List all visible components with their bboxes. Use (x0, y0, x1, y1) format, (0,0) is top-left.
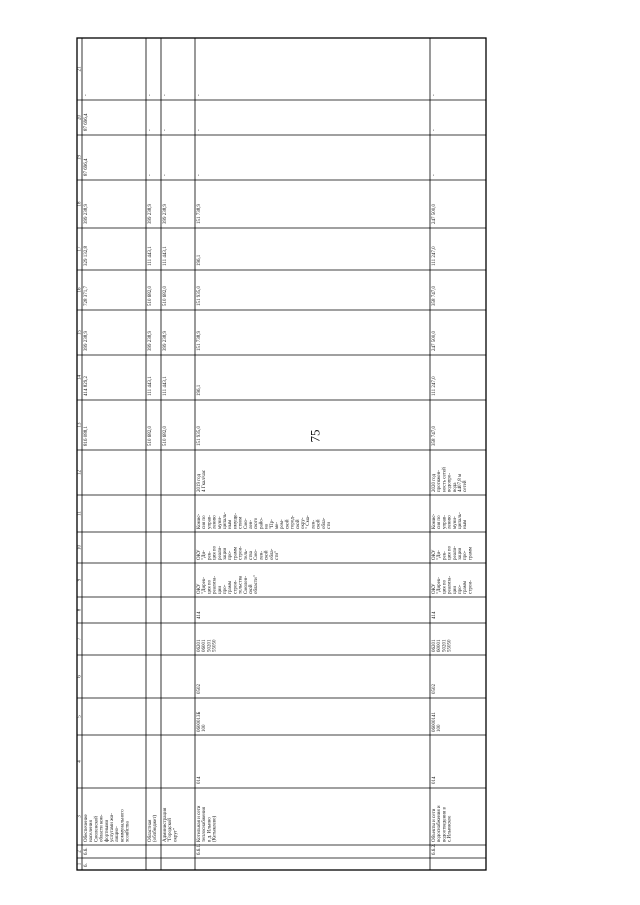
column-number-14: 14 (77, 375, 83, 380)
cell-c13-row3 (163, 426, 168, 447)
cell-line: - (197, 129, 202, 131)
cell-c6-row5 (432, 684, 437, 695)
cell-line: - (163, 174, 168, 176)
cell-line: ства (249, 551, 254, 560)
cell-line: ОКУ (432, 549, 437, 560)
cell-line: 111 443,1 (163, 246, 168, 266)
cell-c11-row5 (432, 512, 468, 529)
cell-c10-row5 (432, 545, 473, 560)
cell-line: 816 088,1 (84, 426, 89, 446)
cell-line: сия по (202, 515, 208, 529)
cell-c17-row2 (148, 246, 153, 266)
cell-line: " Сма- (306, 515, 312, 529)
cell-line: ской (316, 519, 322, 529)
cell-c20-row2 (148, 129, 153, 131)
cell-line: "Ди- (202, 550, 208, 560)
cell-line: - (432, 129, 437, 131)
column-number-9: 9 (77, 578, 83, 582)
cell-line: Комис- (432, 513, 437, 529)
cell-line: ции (452, 585, 458, 594)
cell-line: муни- (217, 516, 223, 529)
cell-line: обла- (269, 548, 275, 560)
cell-line: 2020 год (432, 473, 437, 492)
cell-line: ской (285, 519, 291, 529)
cell-line: Администрация (163, 807, 168, 842)
cell-line: строи- (238, 546, 244, 560)
cell-c1-row1 (84, 863, 89, 867)
cell-line: 014 (432, 776, 437, 784)
cell-c14-row2 (148, 376, 153, 396)
cell-c16-row1 (84, 286, 89, 307)
cell-line: рек- (207, 551, 213, 560)
cell-line: ской (264, 550, 270, 560)
cell-line: 414 829,2 (84, 376, 89, 396)
cell-line: 60001 (437, 639, 443, 652)
cell-line: Смоленской (94, 816, 100, 842)
cell-line: зации (458, 547, 463, 560)
cell-line: "Дирек- (437, 577, 443, 594)
cell-line: тель- (243, 549, 249, 560)
cell-line: - (148, 129, 153, 131)
cell-c19-row1 (84, 158, 89, 176)
cell-line: муни- (452, 516, 458, 529)
cell-line: ской (249, 584, 254, 594)
cell-c2-row5 (432, 844, 437, 855)
cell-line: ством (238, 516, 244, 529)
cell-line: ского (254, 517, 260, 529)
column-number-10: 10 (77, 545, 83, 550)
cell-line: ность сетей (442, 467, 448, 492)
cell-line: теплоснабжения (202, 807, 208, 842)
cell-c15-row4 (197, 331, 202, 352)
cell-line: лищно- (115, 826, 121, 842)
cell-line: 414 (197, 611, 202, 619)
cell-line: "Ди- (437, 550, 443, 560)
cell-line: 414 (432, 611, 437, 619)
cell-c9-row4 (197, 575, 259, 594)
cell-line: 6. (84, 863, 89, 867)
cell-line: ОКУ (197, 549, 202, 560)
cell-c20-row4 (197, 129, 202, 131)
cell-line: 6.6.1. (197, 843, 202, 855)
cell-line: 399 238,9 (84, 204, 89, 224)
cell-line: (Кетыклево) (212, 815, 218, 842)
cell-c3-row1 (84, 809, 131, 842)
cell-line: 111 247,0 (432, 376, 437, 396)
cell-c11-row4 (197, 512, 332, 529)
cell-c14-row4 (197, 384, 202, 396)
cell-line: сти (327, 521, 332, 529)
cell-line: ме- (275, 521, 280, 529)
cell-line: 55050 (212, 639, 218, 652)
cell-line: про- (228, 550, 234, 560)
column-number-17: 17 (77, 246, 83, 252)
cell-c13-row5 (432, 426, 437, 447)
cell-c3-row2 (148, 815, 158, 842)
cell-c16-row5 (432, 286, 437, 307)
cell-line: грамм (463, 580, 469, 594)
cell-line: 06001 (202, 639, 208, 652)
cell-c5-row4 (197, 712, 207, 733)
cell-line: 510 682,0 (148, 286, 153, 306)
cell-line: 111 443,1 (148, 376, 153, 396)
cell-line: - (197, 174, 202, 176)
cell-c5-row5 (432, 712, 442, 733)
cell-line: ным (228, 519, 234, 529)
column-number-11: 11 (77, 511, 83, 516)
cell-line: "Дирек- (202, 577, 208, 594)
cell-line: области ком- (99, 814, 105, 842)
cell-line: 6.6. (84, 847, 89, 855)
cell-line: области" (254, 575, 260, 594)
cell-c14-row5 (432, 376, 437, 396)
column-number-13: 13 (77, 422, 83, 428)
cell-line: водоотведения в (442, 807, 448, 842)
cell-line: - (84, 94, 89, 96)
cell-line: 06000141 (432, 712, 437, 732)
cell-line: 247 500,0 (432, 204, 437, 224)
cell-line: 151 935,0 (197, 426, 202, 446)
cell-c16-row4 (197, 286, 202, 307)
cell-c16-row2 (148, 286, 153, 307)
column-number-20: 20 (77, 115, 83, 120)
cell-line: сия по (437, 515, 443, 529)
cell-line: про- (458, 584, 463, 594)
cell-line: сти" (275, 550, 280, 560)
cell-line: 06201 (197, 639, 202, 652)
cell-line: лению (212, 515, 218, 529)
column-number-8: 8 (77, 608, 83, 612)
cell-c20-row5 (432, 129, 437, 131)
cell-line: населения (89, 820, 95, 842)
cell-line: 510 682,0 (163, 426, 168, 446)
cell-line: окру- (301, 517, 306, 529)
column-number-12: 12 (77, 470, 83, 475)
cell-line: реали- (217, 546, 223, 560)
cell-c21-row2 (148, 94, 153, 96)
cell-c10-row4 (197, 545, 280, 560)
cell-line: 151 738,9 (197, 331, 202, 351)
cell-line: ция по (442, 579, 448, 594)
cell-c18-row3 (163, 204, 168, 225)
cell-line: (облбюджет) (153, 814, 159, 842)
cell-line: про- (463, 550, 469, 560)
cell-line: управ- (442, 515, 448, 529)
cell-line: 358 747,0 (432, 426, 437, 446)
cell-c16-row3 (163, 286, 168, 307)
cell-line: 510 682,0 (148, 426, 153, 446)
cell-line: 399 238,9 (84, 331, 89, 351)
cell-line: ципаль- (223, 512, 228, 529)
cell-line: ции (217, 585, 223, 594)
cell-line: зации (223, 547, 228, 560)
cell-line: ской (295, 519, 301, 529)
cell-line: 111 247,0 (432, 246, 437, 266)
cell-line: Комис- (197, 513, 202, 529)
cell-line: - (148, 94, 153, 96)
cell-line: в д. Ильино (207, 817, 213, 842)
cell-c4-row5 (432, 776, 437, 784)
cell-line: сетей (463, 480, 469, 492)
column-number-16: 16 (77, 287, 83, 293)
cell-line: лен- (259, 550, 265, 560)
cell-line: на (264, 524, 270, 529)
cell-line: 0502 (197, 684, 202, 694)
cell-c7-row5 (432, 639, 453, 652)
cell-c3-row5 (432, 805, 453, 842)
column-number-2: 2 (77, 850, 83, 853)
cell-line: - (197, 94, 202, 96)
page-number: 75 (307, 429, 323, 443)
column-number-7: 7 (77, 637, 83, 641)
column-number-4: 4 (77, 760, 83, 763)
table-border (77, 38, 486, 870)
cell-line: 247 500,0 (432, 331, 437, 351)
cell-line: ным (463, 519, 469, 529)
cell-line: - (432, 174, 437, 176)
cell-line: 014 (197, 776, 202, 784)
cell-c21-row4 (197, 94, 202, 96)
cell-line: ром- (280, 519, 286, 529)
cell-line: 0600013Б (197, 711, 202, 732)
cell-c15-row5 (432, 331, 437, 352)
cell-line: 358 747,0 (432, 286, 437, 306)
cell-line: 151 935,0 (197, 286, 202, 306)
cell-c18-row5 (432, 204, 437, 225)
cell-line: Смо- (243, 518, 249, 529)
cell-line: Смолен- (243, 576, 249, 594)
cell-c20-row1 (84, 113, 89, 131)
cell-c17-row3 (163, 246, 168, 266)
cell-c7-row4 (197, 639, 218, 652)
cell-line: вода (452, 482, 458, 492)
cell-line: фортными (104, 819, 110, 842)
cell-line: - (148, 174, 153, 176)
column-number-21: 21 (77, 66, 83, 72)
cell-line: 111 443,1 (148, 246, 153, 266)
cell-c14-row1 (84, 376, 89, 397)
cell-c15-row2 (148, 331, 153, 352)
cell-line: 399 238,9 (148, 204, 153, 224)
cell-line: реализа- (212, 575, 218, 594)
cell-c14-row3 (163, 376, 168, 396)
cell-line: строи- (468, 580, 474, 594)
cell-line: 2019 год (197, 473, 202, 492)
cell-line: Областная (148, 819, 153, 842)
cell-line: 510 682,0 (163, 286, 168, 306)
cell-c4-row4 (197, 776, 202, 784)
cell-line: "Городской (168, 818, 174, 842)
cell-line: ция по (207, 579, 213, 594)
cell-line: грамм (228, 580, 234, 594)
cell-c2-row1 (84, 848, 89, 856)
cell-line: тельства (238, 575, 244, 594)
cell-line: ципаль- (458, 512, 463, 529)
cell-c8-row5 (432, 611, 437, 619)
cell-c13-row4 (197, 426, 202, 447)
cell-line: водоснабжения и (437, 805, 443, 842)
cell-line: 399 238,9 (163, 204, 168, 224)
cell-c15-row1 (84, 331, 89, 352)
column-number-19: 19 (77, 155, 83, 160)
cell-c19-row2 (148, 174, 153, 176)
column-number-6: 6 (77, 675, 83, 678)
cell-line: 399 238,9 (163, 331, 168, 351)
cell-c21-row3 (163, 94, 168, 96)
cell-line: 6.6.2. (432, 843, 437, 855)
cell-line: 111 443,1 (163, 376, 168, 396)
cell-c12-row4 (197, 469, 207, 492)
cell-line: город- (290, 515, 296, 529)
cell-c21-row1 (84, 94, 89, 96)
cell-line: реализа- (447, 575, 453, 594)
cell-line: 87 696,4 (84, 113, 89, 131)
cell-line: ОКУ (197, 583, 202, 594)
cell-c12-row5 (432, 467, 468, 492)
cell-line: протяжен- (437, 470, 443, 492)
cell-c18-row4 (197, 204, 202, 225)
cell-line: про- (223, 584, 228, 594)
cell-line: 399 238,9 (148, 331, 153, 351)
cell-line: райо- (259, 517, 265, 529)
cell-line: хозяйства (125, 821, 131, 842)
cell-c8-row4 (197, 611, 202, 619)
cell-c2-row4 (197, 844, 202, 855)
cell-line: 50201 (442, 639, 448, 652)
cell-line: "Пр- (269, 519, 275, 529)
cell-line: управ- (207, 515, 213, 529)
cell-line: 87 696,4 (84, 158, 89, 176)
cell-line: 728 371,7 (84, 286, 89, 306)
cell-line: Обеспечение (84, 814, 89, 842)
cell-line: округ" (173, 828, 179, 842)
cell-c19-row3 (163, 174, 168, 176)
cell-line: 196,1 (197, 254, 202, 266)
cell-line: 50201 (207, 639, 213, 652)
cell-line: рек- (442, 551, 448, 560)
cell-line: Смо- (254, 549, 260, 560)
column-number-1: 1 (77, 862, 83, 866)
cell-line: 4407,8 м (458, 473, 463, 492)
cell-line: - (163, 129, 168, 131)
cell-c9-row5 (432, 576, 473, 594)
cell-line: 329 132,8 (84, 246, 89, 266)
column-number-15: 15 (77, 330, 83, 335)
cell-c17-row5 (432, 246, 437, 266)
cell-line: - (163, 94, 168, 96)
cell-line: 06201 (432, 639, 437, 652)
cell-c13-row1 (84, 426, 89, 447)
cell-line: 100 (202, 724, 208, 732)
cell-c18-row2 (148, 204, 153, 225)
column-number-5: 5 (77, 715, 83, 718)
cell-line: - (432, 94, 437, 96)
cell-line: лен- (249, 519, 254, 529)
cell-line: 196,1 (197, 384, 202, 396)
cell-line: коммунального (120, 809, 126, 842)
cell-c19-row5 (432, 174, 437, 176)
cell-c3-row3 (163, 807, 178, 842)
cell-c3-row4 (197, 805, 218, 842)
cell-c15-row3 (163, 331, 168, 352)
cell-line: строи- (233, 580, 239, 594)
cell-line: Объекты и сети (432, 808, 437, 842)
column-number-3: 3 (77, 815, 83, 818)
cell-line: 55050 (447, 639, 453, 652)
cell-line: ОКУ (432, 583, 437, 594)
cell-line: 100 (437, 724, 443, 732)
cell-c17-row1 (84, 246, 89, 267)
cell-line: услугами жи- (110, 813, 115, 842)
cell-c21-row5 (432, 94, 437, 96)
cell-line: ция по (447, 545, 453, 560)
cell-c6-row4 (197, 684, 202, 695)
cell-line: 0502 (432, 684, 437, 694)
cell-line: грамм (468, 546, 474, 560)
cell-line: 4 Гкал/час (202, 469, 208, 492)
cell-line: ция по (212, 545, 218, 560)
column-number-18: 18 (77, 201, 83, 207)
cell-line: реали- (452, 546, 458, 560)
cell-line: лен- (311, 519, 317, 529)
cell-line: 151 738,9 (197, 204, 202, 224)
cell-line: водопро- (447, 472, 453, 492)
cell-c18-row1 (84, 204, 89, 225)
cell-c17-row4 (197, 254, 202, 266)
cell-c19-row4 (197, 174, 202, 176)
cell-line: грамм (233, 546, 239, 560)
cell-line: обла- (321, 517, 327, 529)
cell-line: лению (447, 515, 453, 529)
cell-line: имуще- (233, 512, 239, 529)
cell-c20-row3 (163, 129, 168, 131)
cell-line: с.Ильинское (447, 815, 453, 842)
cell-c13-row2 (148, 426, 153, 447)
cell-line: Котельная и сети (197, 805, 202, 842)
